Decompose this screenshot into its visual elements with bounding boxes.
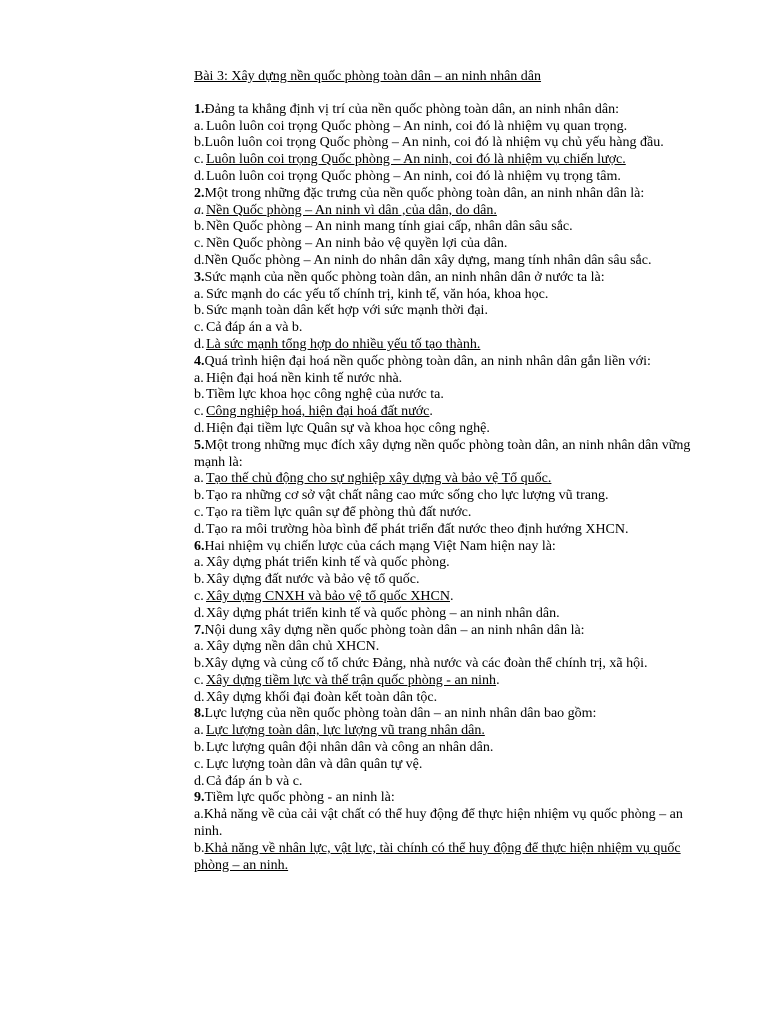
question-number: 9. (194, 790, 205, 806)
option-letter: c. (194, 504, 204, 520)
option-text: Xây dựng khối đại đoàn kết toàn dân tộc. (206, 689, 438, 705)
question-number: 2. (194, 185, 205, 201)
option-letter: a. (194, 202, 205, 218)
option-1a (194, 119, 700, 136)
option-7b (194, 656, 700, 673)
question-8 (194, 706, 700, 723)
option-letter: d. (194, 420, 205, 436)
option-letter: a. (194, 286, 204, 302)
option-3c (194, 320, 700, 337)
option-5a (194, 471, 700, 488)
option-4b (194, 387, 700, 404)
option-letter: b. (194, 219, 205, 235)
option-letter: b. (194, 840, 205, 856)
option-letter: a. (194, 370, 204, 386)
page-title: Bài 3: Xây dựng nền quốc phòng toàn dân – an ninh nhân dân (194, 69, 542, 84)
option-letter: c. (194, 588, 204, 604)
option-2b (194, 219, 700, 236)
option-text: Nền Quốc phòng – An ninh mang tính giai cấp, nhân dân sâu sắc. (206, 219, 573, 235)
question-number: 7. (194, 622, 205, 638)
question-5 (194, 438, 700, 472)
correct-answer-text: Xây dựng CNXH và bảo vệ tổ quốc XHCN (206, 588, 450, 604)
correct-answer-text: Khả năng về nhân lực, vật lực, tài chính có thể huy động để thực hiện nhiệm vụ quốc phòng – an ninh. (194, 840, 681, 873)
option-text: Lực lượng toàn dân và dân quân tự vệ. (206, 756, 423, 772)
question-number: 6. (194, 538, 205, 554)
option-text: Sức mạnh do các yếu tố chính trị, kinh tế, văn hóa, khoa học. (206, 286, 549, 302)
option-text: Xây dựng phát triển kinh tế và quốc phòng. (206, 555, 450, 571)
option-letter: a. (194, 471, 204, 487)
option-9b (194, 841, 700, 875)
option-letter: a. (194, 555, 204, 571)
option-letter: a. (194, 807, 204, 823)
option-7d (194, 690, 700, 707)
option-text: Xây dựng và củng cố tổ chức Đảng, nhà nước và các đoàn thể chính trị, xã hội. (204, 656, 648, 672)
question-3 (194, 270, 700, 287)
option-letter: b. (194, 135, 205, 151)
option-text: Nền Quốc phòng – An ninh do nhân dân xây dựng, mang tính nhân dân sâu sắc. (204, 252, 652, 268)
option-text: Luôn luôn coi trọng Quốc phòng – An ninh, coi đó là nhiệm vụ quan trọng. (206, 118, 628, 134)
question-text: Quá trình hiện đại hoá nền quốc phòng toàn dân, an ninh nhân dân gắn liền với: (204, 353, 651, 369)
option-3b (194, 303, 700, 320)
option-5d (194, 522, 700, 539)
option-letter: a. (194, 723, 204, 739)
option-letter: b. (194, 572, 205, 588)
option-6d (194, 606, 700, 623)
correct-answer-text: Nền Quốc phòng – An ninh vì dân ,của dân, do dân. (206, 202, 497, 218)
document-body (194, 69, 700, 874)
option-2a (194, 203, 700, 220)
option-letter: d. (194, 252, 205, 268)
question-number: 1. (194, 101, 205, 117)
option-8a (194, 723, 700, 740)
option-letter: d. (194, 605, 205, 621)
option-suffix: . (450, 588, 454, 604)
option-text: Tạo ra tiềm lực quân sự để phòng thủ đất nước. (206, 504, 472, 520)
option-text: Hiện đại hoá nền kinh tế nước nhà. (206, 370, 403, 386)
option-letter: d. (194, 336, 205, 352)
option-letter: c. (194, 756, 204, 772)
option-7c (194, 673, 700, 690)
option-1c (194, 152, 700, 169)
option-8b (194, 740, 700, 757)
option-suffix: . (496, 672, 500, 688)
option-1d (194, 169, 700, 186)
option-text: Xây dựng đất nước và bảo vệ tổ quốc. (206, 572, 420, 588)
question-number: 4. (194, 353, 205, 369)
question-text: Lực lượng của nền quốc phòng toàn dân – an ninh nhân dân bao gồm: (204, 706, 597, 722)
option-3a (194, 287, 700, 304)
option-5b (194, 488, 700, 505)
question-number: 5. (194, 437, 205, 453)
correct-answer-text: Xây dựng tiềm lực và thế trận quốc phòng - an ninh (206, 672, 497, 688)
option-letter: c. (194, 152, 204, 168)
question-number: 8. (194, 706, 205, 722)
question-9 (194, 790, 700, 807)
option-text: Xây dựng nền dân chủ XHCN. (206, 639, 380, 655)
option-1b (194, 135, 700, 152)
option-text: Lực lượng quân đội nhân dân và công an nhân dân. (206, 740, 494, 756)
option-letter: c. (194, 672, 204, 688)
option-suffix: . (429, 404, 433, 420)
question-number: 3. (194, 269, 205, 285)
correct-answer-text: Công nghiệp hoá, hiện đại hoá đất nước (206, 404, 430, 420)
option-text: Luôn luôn coi trọng Quốc phòng – An ninh, coi đó là nhiệm vụ trọng tâm. (206, 168, 621, 184)
option-2d (194, 253, 700, 270)
option-6b (194, 572, 700, 589)
option-text: Sức mạnh toàn dân kết hợp với sức mạnh thời đại. (206, 303, 488, 319)
option-4a (194, 371, 700, 388)
correct-answer-text: Luôn luôn coi trọng Quốc phòng – An ninh, coi đó là nhiệm vụ chiến lược. (206, 152, 626, 168)
option-text: Tiềm lực khoa học công nghệ của nước ta. (206, 387, 444, 403)
option-letter: b. (194, 488, 205, 504)
option-6a (194, 555, 700, 572)
correct-answer-text: Tạo thế chủ động cho sự nghiệp xây dựng và bảo vệ Tổ quốc. (206, 471, 552, 487)
correct-answer-text: Lực lượng toàn dân, lực lượng vũ trang nhân dân. (206, 723, 485, 739)
option-letter: d. (194, 689, 205, 705)
option-text: Tạo ra môi trường hòa bình để phát triển đất nước theo định hướng XHCN. (206, 521, 629, 537)
question-text: Nội dung xây dựng nền quốc phòng toàn dân – an ninh nhân dân là: (204, 622, 585, 638)
option-4c (194, 404, 700, 421)
option-letter: d. (194, 521, 205, 537)
option-2c (194, 236, 700, 253)
option-8d (194, 774, 700, 791)
question-1 (194, 102, 700, 119)
correct-answer-text: Là sức mạnh tổng hợp do nhiều yếu tố tạo thành. (206, 336, 481, 352)
option-text: Luôn luôn coi trọng Quốc phòng – An ninh, coi đó là nhiệm vụ chủ yếu hàng đầu. (204, 135, 664, 151)
question-2 (194, 186, 700, 203)
question-7 (194, 623, 700, 640)
option-text: Nền Quốc phòng – An ninh bảo vệ quyền lợi của dân. (206, 236, 508, 252)
option-letter: c. (194, 320, 204, 336)
option-8c (194, 757, 700, 774)
option-letter: d. (194, 168, 205, 184)
option-6c (194, 589, 700, 606)
option-letter: d. (194, 773, 205, 789)
option-text: Hiện đại tiềm lực Quân sự và khoa học công nghệ. (206, 420, 490, 436)
question-4 (194, 354, 700, 371)
question-text: Một trong những mục đích xây dựng nền quốc phòng toàn dân, an ninh nhân dân vững mạnh là: (194, 437, 691, 470)
option-letter: b. (194, 656, 205, 672)
question-text: Tiềm lực quốc phòng - an ninh là: (204, 790, 395, 806)
option-letter: b. (194, 740, 205, 756)
option-7a (194, 639, 700, 656)
option-text: Cả đáp án b và c. (206, 773, 303, 789)
option-text: Tạo ra những cơ sở vật chất nâng cao mức sống cho lực lượng vũ trang. (206, 488, 609, 504)
question-text: Đảng ta khẳng định vị trí của nền quốc phòng toàn dân, an ninh nhân dân: (204, 101, 619, 117)
question-6 (194, 539, 700, 556)
option-letter: c. (194, 236, 204, 252)
option-text: Xây dựng phát triển kinh tế và quốc phòng – an ninh nhân dân. (206, 605, 560, 621)
option-letter: b. (194, 387, 205, 403)
question-text: Sức mạnh của nền quốc phòng toàn dân, an ninh nhân dân ở nước ta là: (204, 269, 605, 285)
option-text: Khả năng về của cải vật chất có thể huy động để thực hiện nhiệm vụ quốc phòng – an ninh. (194, 807, 683, 840)
option-5c (194, 505, 700, 522)
option-letter: a. (194, 118, 204, 134)
question-text: Một trong những đặc trưng của nền quốc phòng toàn dân, an ninh nhân dân là: (204, 185, 645, 201)
option-9a (194, 807, 700, 841)
option-letter: c. (194, 404, 204, 420)
option-text: Cả đáp án a và b. (206, 320, 303, 336)
option-3d (194, 337, 700, 354)
question-text: Hai nhiệm vụ chiến lược của cách mạng Việt Nam hiện nay là: (204, 538, 556, 554)
option-letter: b. (194, 303, 205, 319)
option-letter: a. (194, 639, 204, 655)
option-4d (194, 421, 700, 438)
